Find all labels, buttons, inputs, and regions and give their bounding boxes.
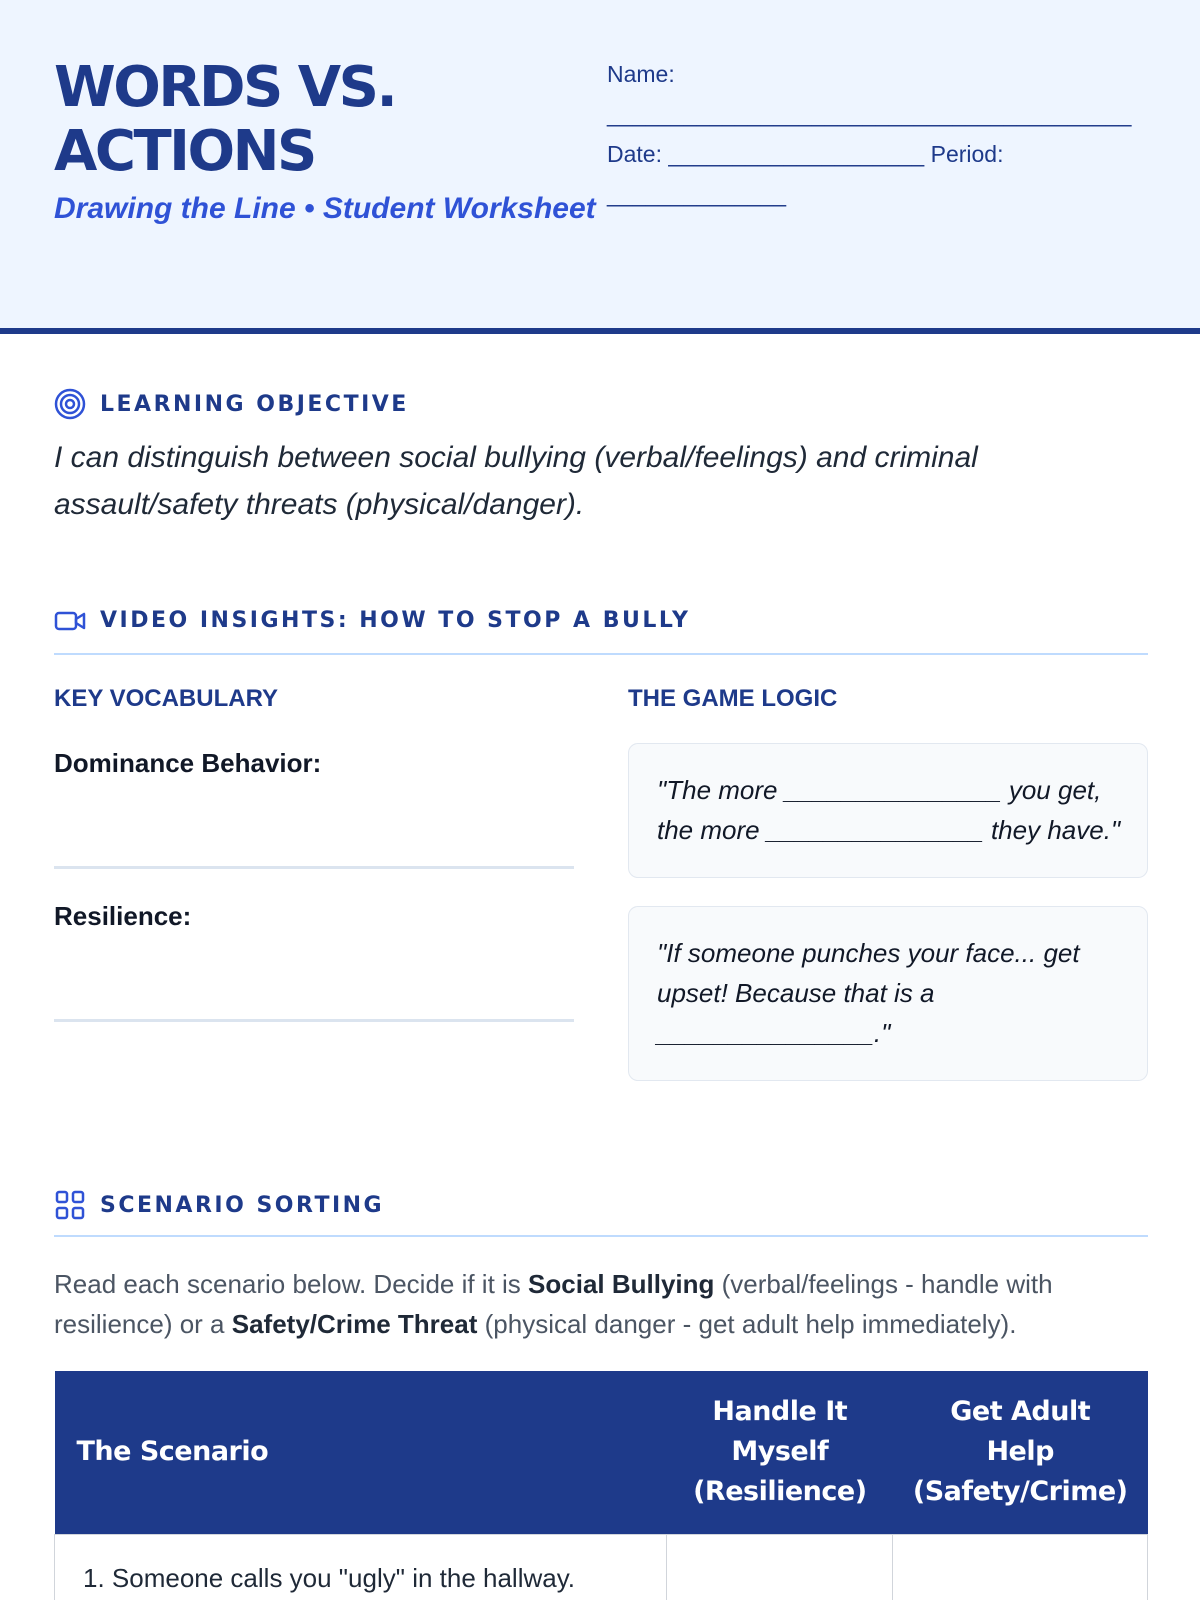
worksheet-title: WORDS VS. ACTIONS bbox=[54, 55, 396, 184]
student-info-fields bbox=[607, 54, 1147, 214]
adult-help-cell[interactable] bbox=[893, 1534, 1148, 1600]
video-divider bbox=[54, 653, 1148, 655]
objective-heading-label: LEARNING OBJECTIVE bbox=[100, 391, 409, 417]
worksheet-header bbox=[0, 0, 1200, 334]
worksheet-subtitle: Drawing the Line • Student Worksheet bbox=[54, 192, 596, 225]
vocab-answer-line[interactable] bbox=[54, 866, 574, 869]
scenario-table bbox=[54, 1371, 1148, 1600]
table-row bbox=[55, 1534, 1148, 1600]
name-field[interactable]: _________________________________________ bbox=[607, 101, 1132, 127]
video-heading bbox=[54, 608, 690, 633]
vocab-term-resilience: Resilience: bbox=[54, 901, 192, 931]
objective-heading bbox=[54, 388, 409, 420]
vocab-heading: KEY VOCABULARY bbox=[54, 685, 279, 712]
date-field[interactable]: ____________________ bbox=[668, 141, 925, 167]
scenario-instructions: Read each scenario below. Decide if it is Social Bullying (verbal/feelings - handle with resilience) or a Safety/Crime Threat (physical danger - get adult help immediately). bbox=[54, 1269, 1053, 1339]
scenario-heading bbox=[54, 1189, 384, 1221]
vocab-answer-line[interactable] bbox=[54, 1019, 574, 1022]
scenario-heading-label: SCENARIO SORTING bbox=[100, 1192, 385, 1218]
name-label: Name: bbox=[607, 61, 675, 87]
vocab-term-dominance: Dominance Behavior: bbox=[54, 748, 322, 778]
column-header-scenario: The Scenario bbox=[55, 1371, 667, 1534]
game-logic-heading: THE GAME LOGIC bbox=[628, 685, 838, 712]
date-label: Date: bbox=[607, 141, 662, 167]
column-header-handle-myself: Handle It Myself (Resilience) bbox=[667, 1371, 893, 1534]
video-heading-label: VIDEO INSIGHTS: HOW TO STOP A BULLY bbox=[100, 608, 691, 633]
objective-text: I can distinguish between social bullying (verbal/feelings) and criminal assault/safety threats (physical/danger). bbox=[54, 441, 978, 521]
quote-box-punch: "If someone punches your face... get upset! Because that is a _______________." bbox=[628, 906, 1148, 1081]
period-label: Period: bbox=[930, 141, 1004, 167]
grid-icon bbox=[54, 1189, 86, 1221]
column-header-adult-help: Get Adult Help (Safety/Crime) bbox=[893, 1371, 1148, 1534]
period-field[interactable]: ______________ bbox=[607, 181, 787, 207]
scenario-divider bbox=[54, 1235, 1148, 1237]
target-icon bbox=[54, 388, 86, 420]
quote-box-game-logic: "The more _______________ you get, the more _______________ they have." bbox=[628, 743, 1148, 878]
handle-myself-cell[interactable] bbox=[667, 1534, 893, 1600]
scenario-cell: 1. Someone calls you "ugly" in the hallway. bbox=[55, 1534, 667, 1600]
video-camera-icon bbox=[54, 609, 86, 633]
